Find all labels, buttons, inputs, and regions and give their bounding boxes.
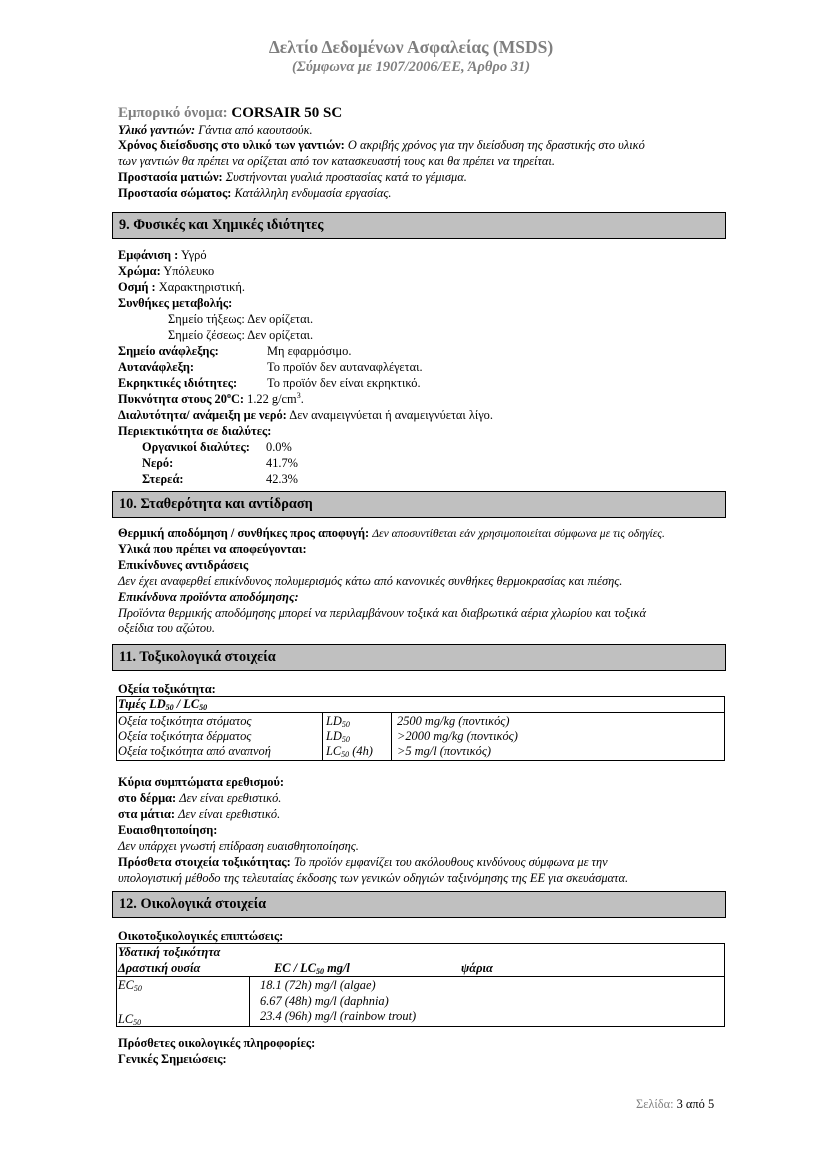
degree-mark: o xyxy=(226,391,231,400)
trade-name xyxy=(118,104,342,122)
additional-toxicity-value-cont: υπολογιστική μέθοδο της τελευταίας έκδοσης των γενικών οδηγιών ταξινόμησης της ΕΕ για σκευάσματα. xyxy=(118,871,629,885)
values-label: Τιμές LD xyxy=(118,697,166,711)
breakthrough-value-cont: των γαντιών θα πρέπει να ορίζεται από τον κατασκευαστή τους και θα πρέπει να τηρείται. xyxy=(118,154,555,168)
general-notes-label: Γενικές Σημειώσεις: xyxy=(118,1052,227,1066)
table-row-value: >2000 mg/kg (ποντικός) xyxy=(397,729,518,743)
appearance-label: Εμφάνιση : xyxy=(118,248,179,262)
breakthrough-value: Ο ακριβής χρόνος για την διείσδυση της δραστικής στο υλικό xyxy=(347,138,645,152)
autoignition-value: Το προϊόν δεν αυταναφλέγεται. xyxy=(267,360,423,374)
skin-irritation xyxy=(118,791,281,806)
decomposition-value-cont: οξείδια του αζώτου. xyxy=(118,621,215,635)
solubility-label: Διαλυτότητα/ ανάμειξη με νερό: xyxy=(118,408,287,422)
density-label: Πυκνότητα στους 20 xyxy=(118,392,227,406)
solubility-value: Δεν αναμειγνύεται ή αναμειγνύεται λίγο. xyxy=(289,408,493,422)
page-number: 3 από 5 xyxy=(676,1097,715,1111)
solids-value: 42.3% xyxy=(266,472,299,486)
color xyxy=(118,264,214,279)
autoignition-label: Αυτανάφλεξη: xyxy=(118,360,194,374)
section-10-title: 10. Σταθερότητα και αντίδραση xyxy=(119,496,313,512)
page-footer xyxy=(636,1097,714,1112)
lc50-text: LC xyxy=(118,1012,134,1026)
eye-protection-value: Συστήνονται γυαλιά προστασίας κατά το γέμισμα. xyxy=(225,170,467,184)
materials-avoid-label: Υλικά που πρέπει να αποφεύγονται: xyxy=(118,542,307,556)
skin-label: στο δέρμα: xyxy=(118,791,177,805)
table-row-metric xyxy=(326,744,373,759)
table-row-metric xyxy=(326,714,350,729)
section-9-title: 9. Φυσικές και Χημικές ιδιότητες xyxy=(119,217,324,233)
boiling-point: Σημείο ζέσεως: Δεν ορίζεται. xyxy=(168,328,314,342)
page-label: Σελίδα: xyxy=(636,1097,674,1111)
metric-sub: 50 xyxy=(341,735,350,744)
decomposition-value: Προϊόντα θερμικής αποδόμησης μπορεί να περιλαμβάνουν τοξικά και διαβρωτικά αέρια χλωρίου και τοξικά xyxy=(118,606,647,620)
section-11-title: 11. Τοξικολογικά στοιχεία xyxy=(119,649,276,665)
metric-text: LD xyxy=(326,729,342,743)
appearance xyxy=(118,248,207,263)
appearance-value: Υγρό xyxy=(180,248,207,262)
skin-value: Δεν είναι ερεθιστικό. xyxy=(179,791,282,805)
section-10-header xyxy=(112,491,726,518)
solubility xyxy=(118,408,493,423)
eyes-label: στα μάτια: xyxy=(118,807,175,821)
active-substance-label: Δραστική ουσία xyxy=(118,961,201,975)
water-value: 41.7% xyxy=(266,456,299,470)
aquatic-label: Υδατική τοξικότητα xyxy=(118,945,221,959)
solids-label: Στερεά: xyxy=(142,472,184,486)
ec50-sub: 50 xyxy=(133,984,142,993)
table-divider xyxy=(249,976,250,1027)
thermal-decomposition xyxy=(118,526,665,541)
metric-sub: 50 xyxy=(341,750,350,759)
additional-toxicity-label: Πρόσθετα στοιχεία τοξικότητας: xyxy=(118,855,291,869)
trade-name-label: Εμπορικό όνομα: xyxy=(118,105,228,121)
lc50-sub: 50 xyxy=(133,1018,142,1027)
metric-sub: 50 xyxy=(341,720,350,729)
values-sub: 50 xyxy=(199,703,208,712)
table-divider xyxy=(322,712,323,761)
values-label-mid: / LC xyxy=(173,697,200,711)
document-subtitle: (Σύμφωνα με 1907/2006/ΕΕ, Άρθρο 31) xyxy=(291,59,531,75)
ld-lc-values-label xyxy=(118,697,207,712)
color-label: Χρώμα: xyxy=(118,264,161,278)
density-end: . xyxy=(300,392,304,406)
solvent-content-label: Περιεκτικότητα σε διαλύτες: xyxy=(118,424,272,438)
dangerous-reactions-value: Δεν έχει αναφερθεί επικίνδυνος πολυμερισμός κάτω από κανονικές συνθήκες θερμοκρασίας και πιέσης. xyxy=(118,574,623,588)
metric-extra: (4h) xyxy=(349,744,373,758)
fish-label: ψάρια xyxy=(461,961,493,975)
ec-lc-unit: mg/l xyxy=(324,961,350,975)
lc50-label xyxy=(118,1012,141,1027)
flash-point-label: Σημείο ανάφλεξης: xyxy=(118,344,219,358)
trade-name-value: CORSAIR 50 SC xyxy=(231,105,343,121)
additional-eco-label: Πρόσθετες οικολογικές πληροφορίες: xyxy=(118,1036,316,1050)
organic-solvents-label: Οργανικοί διαλύτες: xyxy=(142,440,250,454)
melting-point: Σημείο τήξεως: Δεν ορίζεται. xyxy=(168,312,314,326)
glove-material xyxy=(118,123,313,138)
explosive-value: Το προϊόν δεν είναι εκρηκτικό. xyxy=(267,376,421,390)
aquatic-value-algae: 18.1 (72h) mg/l (algae) xyxy=(260,978,376,992)
values-sub: 50 xyxy=(165,703,174,712)
density-unit-label: C: xyxy=(230,392,245,406)
section-12-title: 12. Οικολογικά στοιχεία xyxy=(119,896,267,912)
state-change-label: Συνθήκες μεταβολής: xyxy=(118,296,233,310)
density xyxy=(118,392,304,407)
breakthrough-time xyxy=(118,138,645,153)
eye-irritation xyxy=(118,807,280,822)
organic-solvents-value: 0.0% xyxy=(266,440,292,454)
section-12-header xyxy=(112,891,726,918)
table-divider xyxy=(116,712,725,713)
table-row-metric xyxy=(326,729,350,744)
glove-material-value: Γάντια από καουτσούκ. xyxy=(198,123,313,137)
section-11-header xyxy=(112,644,726,671)
document-title: Δελτίο Δεδομένων Ασφαλείας (MSDS) xyxy=(268,37,554,57)
table-row-value: >5 mg/l (ποντικός) xyxy=(397,744,491,758)
irritation-label: Κύρια συμπτώματα ερεθισμού: xyxy=(118,775,285,789)
thermal-value: Δεν αποσυντίθεται εάν χρησιμοποιείται σύμφωνα με τις οδηγίες. xyxy=(372,527,665,540)
metric-text: LD xyxy=(326,714,342,728)
ec-lc-sub: 50 xyxy=(316,967,324,976)
density-value: 1.22 g/cm xyxy=(247,392,297,406)
ecotox-label: Οικοτοξικολογικές επιπτώσεις: xyxy=(118,929,284,943)
aquatic-value-daphnia: 6.67 (48h) mg/l (daphnia) xyxy=(260,994,389,1008)
table-divider xyxy=(116,976,725,977)
ec50-text: EC xyxy=(118,978,134,992)
color-value: Υπόλευκο xyxy=(163,264,215,278)
odor-value: Χαρακτηριστική. xyxy=(158,280,245,294)
dangerous-reactions-label: Επικίνδυνες αντιδράσεις xyxy=(118,558,249,572)
density-exponent: 3 xyxy=(296,391,301,400)
table-row-name: Οξεία τοξικότητα από αναπνοή xyxy=(118,744,271,758)
explosive-label: Εκρηκτικές ιδιότητες: xyxy=(118,376,238,390)
aquatic-value-trout: 23.4 (96h) mg/l (rainbow trout) xyxy=(260,1009,417,1023)
acute-toxicity-label: Οξεία τοξικότητα: xyxy=(118,682,216,696)
sensitization-label: Ευαισθητοποίηση: xyxy=(118,823,218,837)
ec-lc-text: EC / LC xyxy=(274,961,316,975)
additional-toxicity-value: Το προϊόν εμφανίζει του ακόλουθους κινδύνους σύμφωνα με την xyxy=(293,855,608,869)
eye-protection xyxy=(118,170,467,185)
table-row-value: 2500 mg/kg (ποντικός) xyxy=(397,714,510,728)
flash-point-value: Μη εφαρμόσιμο. xyxy=(267,344,352,358)
ec-lc-header xyxy=(274,961,350,976)
sensitization-value: Δεν υπάρχει γνωστή επίδραση ευαισθητοποίησης. xyxy=(118,839,359,853)
thermal-label: Θερμική αποδόμηση / συνθήκες προς αποφυγή: xyxy=(118,526,370,540)
section-9-header xyxy=(112,212,726,239)
eyes-value: Δεν είναι ερεθιστικό. xyxy=(178,807,281,821)
table-divider xyxy=(391,712,392,761)
table-row-name: Οξεία τοξικότητα δέρματος xyxy=(118,729,252,743)
additional-toxicity xyxy=(118,855,608,870)
body-protection xyxy=(118,186,391,201)
metric-text: LC xyxy=(326,744,342,758)
body-protection-label: Προστασία σώματος: xyxy=(118,186,232,200)
ec50-label xyxy=(118,978,142,993)
odor-label: Οσμή : xyxy=(118,280,156,294)
odor xyxy=(118,280,245,295)
glove-material-label: Υλικό γαντιών: xyxy=(118,123,196,137)
body-protection-value: Κατάλληλη ενδυμασία εργασίας. xyxy=(234,186,392,200)
water-label: Νερό: xyxy=(142,456,174,470)
decomposition-label: Επικίνδυνα προϊόντα αποδόμησης: xyxy=(118,590,299,604)
table-row-name: Οξεία τοξικότητα στόματος xyxy=(118,714,252,728)
breakthrough-label: Χρόνος διείσδυσης στο υλικό των γαντιών: xyxy=(118,138,345,152)
eye-protection-label: Προστασία ματιών: xyxy=(118,170,223,184)
